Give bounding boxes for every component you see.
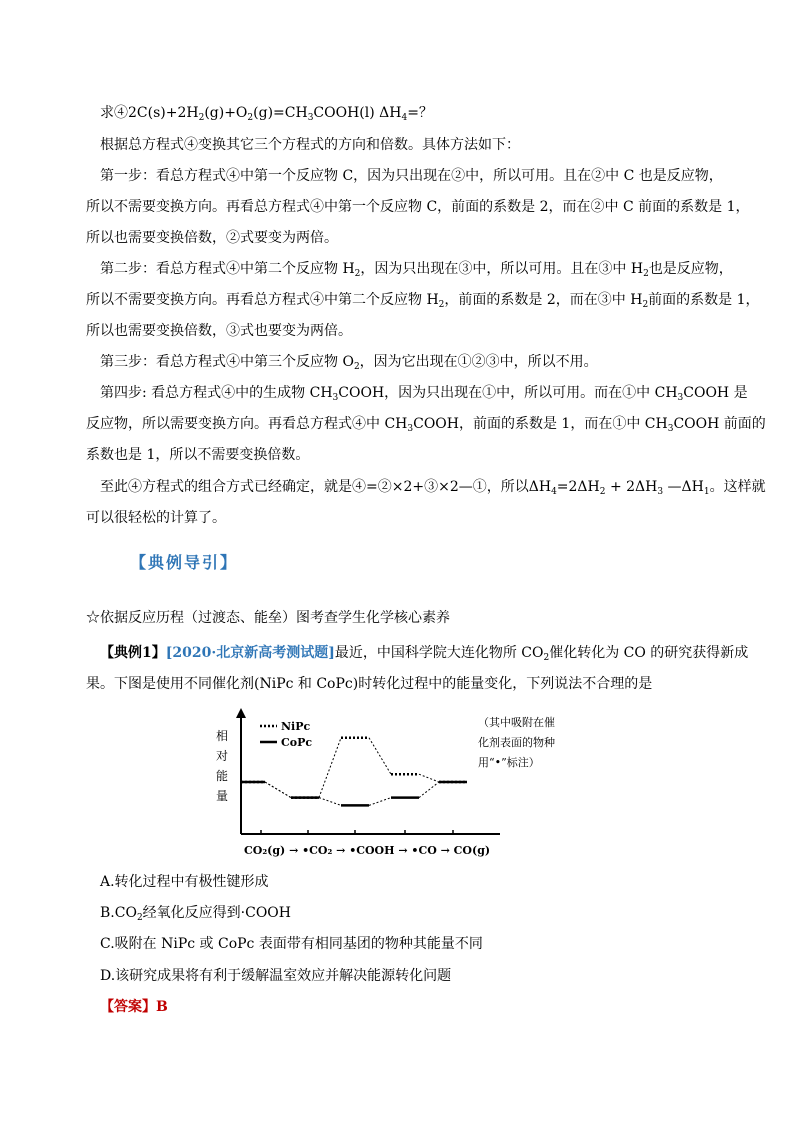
copc-connector-0 bbox=[265, 782, 291, 798]
answer-value: B bbox=[156, 999, 168, 1015]
x-axis-label: CO₂(g) → •CO₂ → •COOH → •CO → CO(g) bbox=[244, 844, 491, 857]
step2-line2: 所以不需要变换方向。再看总方程式④中第二个反应物 $H_2$，前面的系数是 2，而在③中 $H_2$前面的系数是 1， bbox=[86, 292, 760, 310]
conclusion-line1: 至此④方程式的组合方式已经确定，就是④=②×2+③×2—①，所以$\Delta H_4=2\Delta H_2 + 2\Delta H_3$ $—\Delta H_1$。这样就 bbox=[100, 479, 766, 497]
section-title: 【典例导引】 bbox=[130, 553, 239, 572]
answer-label: 【答案】 bbox=[100, 999, 156, 1015]
conclusion-line2: 可以很轻松的计算了。 bbox=[86, 510, 226, 526]
copc-connector-3 bbox=[419, 782, 439, 798]
option-a: A.转化过程中有极性键形成 bbox=[100, 874, 269, 890]
step1-line3: 所以也需要变换倍数，②式要变为两倍。 bbox=[86, 230, 338, 246]
ylabel-char: 量 bbox=[215, 789, 229, 803]
step2-line3: 所以也需要变换倍数，③式也要变为两倍。 bbox=[86, 323, 352, 339]
example-source: [2020·北京新高考测试题] bbox=[165, 645, 335, 661]
method-intro: 根据总方程式④变换其它三个方程式的方向和倍数。具体方法如下： bbox=[100, 137, 520, 153]
ylabel-char: 对 bbox=[215, 749, 229, 763]
chart-note-line: （其中吸附在催 bbox=[478, 716, 555, 729]
y-axis-arrow bbox=[236, 708, 246, 718]
topic-line: ☆依据反应历程（过渡态、能垒）图考查学生化学核心素养 bbox=[86, 610, 450, 626]
copc-connector-2 bbox=[369, 798, 391, 806]
copc-connector-1 bbox=[319, 798, 341, 806]
question-line: 求$④2C(s)+2H_2(g)+O_2(g)=CH_3COOH(l)$ $\Delta H_4=$？ bbox=[100, 105, 433, 123]
step4-line3: 系数也是 1，所以不需要变换倍数。 bbox=[86, 447, 310, 463]
example-line1: 【典例1】[2020·北京新高考测试题]最近，中国科学院大连化物所 $CO_2$催化转化为 CO 的研究获得新成 bbox=[100, 645, 749, 663]
step4-line2: 反应物，所以需要变换方向。再看总方程式④中 $CH_3COOH$，前面的系数是 1，而在①中 $CH_3COOH$ 前面的 bbox=[86, 416, 766, 434]
option-c: C.吸附在 NiPc 或 CoPc 表面带有相同基团的物种其能量不同 bbox=[100, 936, 483, 952]
answer-line bbox=[100, 997, 168, 1017]
step3-line: 第三步：看总方程式④中第三个反应物 $O_2$，因为它出现在①②③中，所以不用。 bbox=[100, 354, 598, 372]
chart-note-line: 化剂表面的物种 bbox=[478, 736, 555, 749]
step2-line1: 第二步：看总方程式④中第二个反应物 $H_2$，因为只出现在③中，所以可用。且在③中 $H_2$也是反应物， bbox=[100, 261, 733, 279]
example-tag: 【典例1】 bbox=[100, 645, 166, 661]
ylabel-char: 相 bbox=[215, 729, 229, 743]
energy-chart bbox=[210, 706, 590, 864]
ylabel-char: 能 bbox=[215, 769, 229, 783]
nipc-connector-2 bbox=[369, 738, 391, 774]
nipc-connector-1 bbox=[319, 738, 341, 798]
legend-nipc-label: NiPc bbox=[281, 720, 311, 733]
option-d: D.该研究成果将有利于缓解温室效应并解决能源转化问题 bbox=[100, 968, 452, 984]
legend-copc-label: CoPc bbox=[281, 736, 313, 749]
nipc-connector-3 bbox=[419, 774, 439, 782]
chart-note-line: 用“•”标注） bbox=[478, 756, 540, 769]
step1-line1: 第一步：看总方程式④中第一个反应物 C，因为只出现在②中，所以可用。且在②中 C 也是反应物， bbox=[100, 168, 723, 184]
option-b: $B.CO_2$经氧化反应得到·COOH bbox=[100, 905, 291, 923]
step1-line2: 所以不需要变换方向。再看总方程式④中第一个反应物 C，前面的系数是 2，而在②中 C 前面的系数是 1， bbox=[86, 199, 750, 215]
step4-line1: 第四步: 看总方程式④中的生成物 $CH_3COOH$，因为只出现在①中，所以可用。而在①中 $CH_3COOH$ 是 bbox=[100, 385, 748, 403]
example-line2: 果。下图是使用不同催化剂(NiPc 和 CoPc)时转化过程中的能量变化，下列说法不合理的是 bbox=[86, 676, 653, 692]
